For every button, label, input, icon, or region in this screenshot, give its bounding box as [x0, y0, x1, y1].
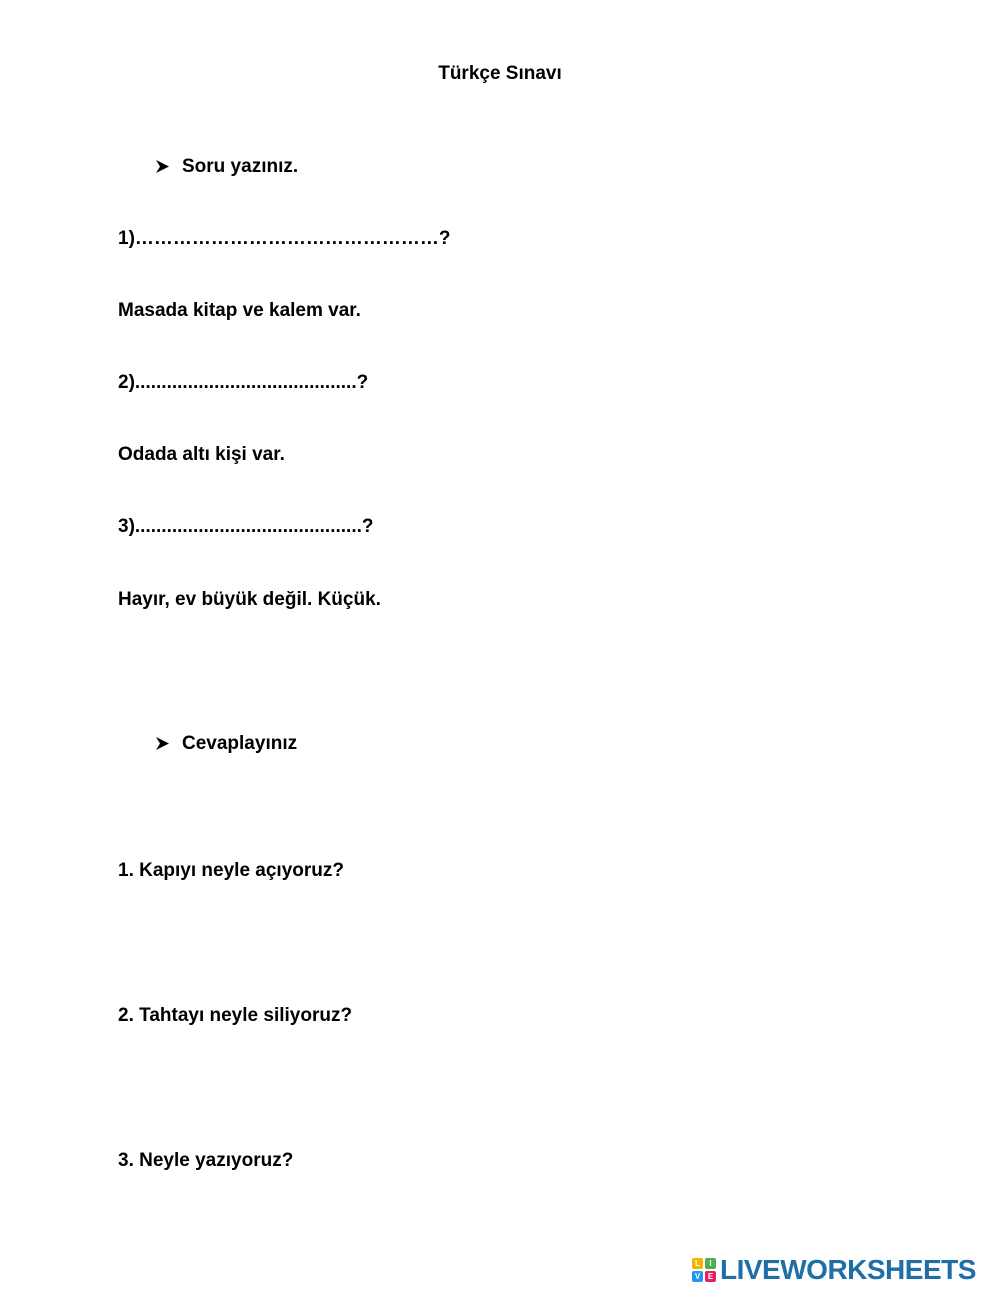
- logo-tile: E: [705, 1271, 716, 1282]
- question-prompt-1: 1)…………………………………………?: [118, 228, 451, 249]
- question-prompt-3: 3)...........................................?: [118, 516, 374, 537]
- question-prompt-2: 2)..........................................?: [118, 372, 369, 393]
- liveworksheets-logo: [692, 1256, 976, 1284]
- liveworksheets-logo-icon: [692, 1258, 716, 1282]
- logo-tile: I: [705, 1258, 716, 1269]
- open-question-1: 1. Kapıyı neyle açıyoruz?: [118, 860, 344, 881]
- arrow-bullet-icon: [155, 159, 170, 174]
- liveworksheets-logo-text: LIVEWORKSHEETS: [720, 1254, 976, 1285]
- page-title: Türkçe Sınavı: [438, 63, 562, 84]
- logo-tile: L: [692, 1258, 703, 1269]
- open-question-2: 2. Tahtayı neyle siliyoruz?: [118, 1005, 353, 1026]
- section2-heading: [155, 734, 297, 753]
- open-question-3: 3. Neyle yazıyoruz?: [118, 1150, 294, 1171]
- section1-heading-text: Soru yazınız.: [182, 156, 299, 177]
- given-answer-2: Odada altı kişi var.: [118, 444, 285, 465]
- section1-heading: [155, 157, 298, 176]
- given-answer-3: Hayır, ev büyük değil. Küçük.: [118, 589, 381, 610]
- arrow-bullet-icon: [155, 736, 170, 751]
- section2-heading-text: Cevaplayınız: [182, 733, 298, 754]
- logo-tile: V: [692, 1271, 703, 1282]
- given-answer-1: Masada kitap ve kalem var.: [118, 300, 361, 321]
